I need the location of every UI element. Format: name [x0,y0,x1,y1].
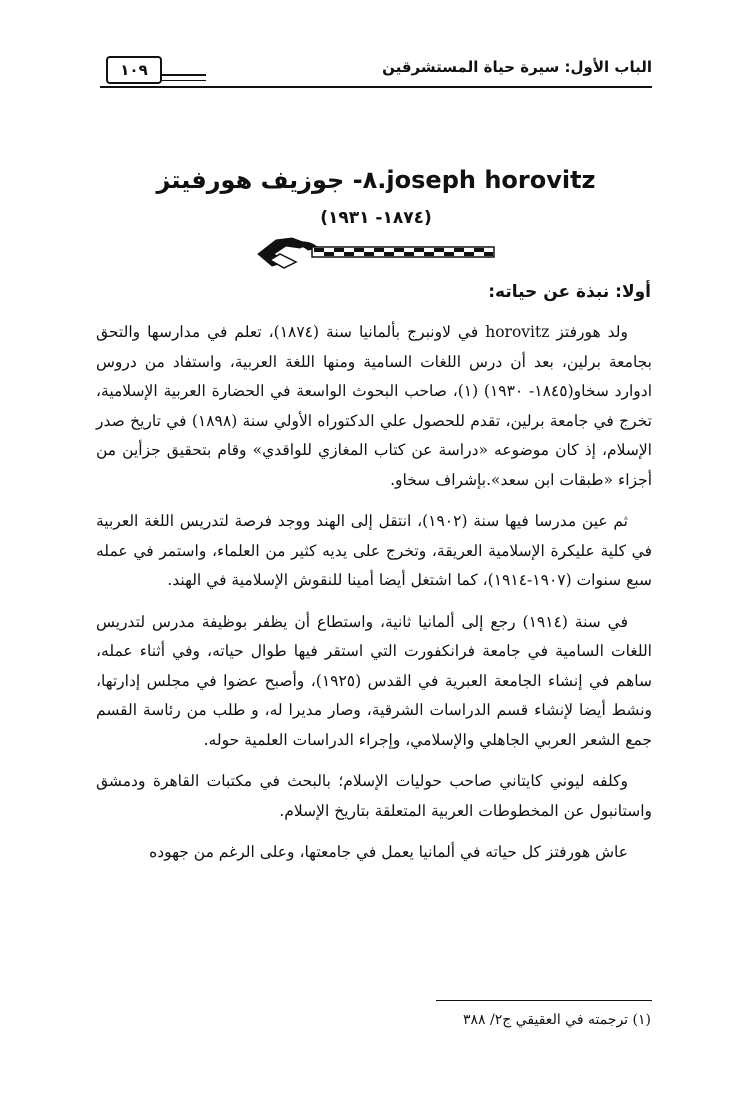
paragraph: عاش هورفتز كل حياته في ألمانيا يعمل في جامعتها، وعلى الرغم من جهوده [149,843,628,861]
page-header [100,52,652,90]
paragraph: ثم عين مدرسا فيها سنة (١٩٠٢)، انتقل إلى الهند ووجد فرصة لتدريس اللغة العربية في كلية عليكرة الإسلامية العريقة، وتخرج على يديه كثير من العلماء، واستمر في عمله سبع سنوات (١٩٠٧-١٩١٤)، كما اشتغل أيضا أمينا للنقوش الإسلامية في الهند. [96,512,652,589]
header-decoration [162,74,206,81]
page-number: ١٠٩ [106,56,162,84]
subheading: أولا: نبذة عن حياته: [488,282,651,302]
header-rule [100,86,652,88]
body-text [96,318,652,880]
ornament-divider [256,232,496,272]
paragraph: وكلفه ليوني كايتاني صاحب حوليات الإسلام؛ بالبحث في مكتبات القاهرة ودمشق واستانبول عن المخطوطات العربية المتعلقة بتاريخ الإسلام. [96,772,652,820]
life-dates: (١٨٧٤- ١٩٣١) [320,208,432,228]
paragraph: ولد هورفتز horovitz في لاونبرج بألمانيا سنة (١٨٧٤)، تعلم في مدارسها والتحق بجامعة برلين، بعد أن درس اللغات السامية ومنها اللغة العربية، واستفاد من دروس ادوارد سخاو(١٨٤٥- ١٩٣٠) (١)، صاحب البحوث الواسعة في الحضارة العربية الإسلامية، تخرج في جامعة برلين، تقدم للحصول علي الدكتوراه الأولي سنة (١٨٩٨) في تاريخ صدر الإسلام، إذ كان موضوعه «دراسة عن كتاب المغازي للواقدي» وقام بتحقيق جزأين من أجزاء «طبقات ابن سعد».بإشراف سخاو. [96,323,653,489]
footnote-rule [436,1000,652,1001]
chapter-title: الباب الأول: سيرة حياة المستشرقين [382,58,652,76]
section-title: ٨- جوزيف هورفيتز.joseph horovitz [156,166,596,194]
paragraph: في سنة (١٩١٤) رجع إلى ألمانيا ثانية، واستطاع أن يظفر بوظيفة مدرس لتدريس اللغات السامية في جامعة فرانكفورت التي استقر فيها طوال حياته، وفي أثناء عمله، ساهم في إنشاء الجامعة العبرية في القدس (١٩٢٥)، وأصبح عضوا في مجلس إدارتها، ونشط أيضا لإنشاء قسم الدراسات الشرقية، وصار مديرا له، و طلب من رئاسة القسم جمع الشعر العربي الجاهلي والإسلامي، وإجراء الدراسات العلمية حوله. [96,612,652,749]
footnote: (١) ترجمته في العقيقي ج٢/ ٣٨٨ [463,1012,651,1028]
